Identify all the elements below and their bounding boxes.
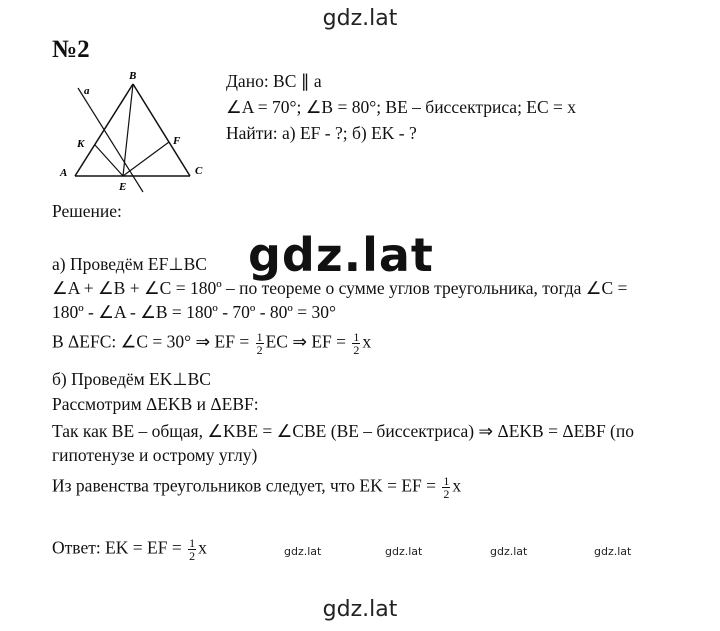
watermark-middle: gdz.lat (248, 228, 434, 282)
given-line-2: ∠A = 70°; ∠B = 80°; BE – биссектриса; EC = x (226, 97, 577, 117)
part-b-line-4-prefix: Из равенства треугольников следует, что EK = EF = (52, 475, 441, 496)
part-a-line-1: ∠A + ∠B + ∠C = 180º – по теореме о сумме углов треугольника, тогда ∠C = (52, 278, 628, 298)
label-c: C (195, 165, 203, 177)
label-b: B (129, 70, 137, 82)
watermark-small: gdz.lat (385, 545, 423, 558)
fraction-half (442, 475, 450, 500)
watermark-bottom: gdz.lat (322, 597, 398, 622)
watermark-small: gdz.lat (490, 545, 528, 558)
label-a: a (84, 85, 90, 97)
fraction-denominator: 2 (189, 549, 196, 563)
segment-ek (95, 145, 123, 176)
watermark-small: gdz.lat (284, 545, 322, 558)
label-f: F (173, 135, 181, 147)
fraction-half (256, 331, 264, 356)
given-line-1: Дано: BC ∥ a (226, 71, 322, 91)
answer-prefix: Ответ: EK = EF = (52, 537, 187, 558)
fraction-denominator: 2 (443, 487, 450, 501)
fraction-numerator: 1 (353, 330, 360, 344)
answer-line (52, 537, 207, 562)
part-b-line-4 (52, 475, 461, 500)
label-k: K (77, 138, 85, 150)
part-a-line-2: 180º - ∠A - ∠B = 180º - 70º - 80º = 30° (52, 302, 336, 322)
part-b-title: б) Проведём EK⊥BC (52, 369, 211, 389)
given-line-3: Найти: а) EF - ?; б) EK - ? (226, 123, 417, 143)
problem-number: №2 (52, 36, 90, 63)
part-b-line-4-suffix: x (452, 475, 462, 496)
fraction-numerator: 1 (189, 536, 196, 550)
fraction-numerator: 1 (443, 474, 450, 488)
watermark-small: gdz.lat (594, 545, 632, 558)
fraction-denominator: 2 (353, 343, 360, 357)
label-a-vertex: A (60, 167, 68, 179)
part-b-line-3: гипотенузе и острому углу) (52, 445, 258, 465)
part-a-line-3-middle: EC ⇒ EF = (265, 331, 351, 352)
part-a-line-3 (52, 331, 371, 356)
fraction-half (188, 537, 196, 562)
part-a-line-3-prefix: В ΔEFC: ∠C = 30° ⇒ EF = (52, 331, 254, 352)
part-a-line-3-suffix: x (362, 331, 372, 352)
watermark-top: gdz.lat (322, 6, 398, 31)
part-b-line-1: Рассмотрим ΔEKB и ΔEBF: (52, 394, 259, 414)
solution-heading: Решение: (52, 201, 122, 221)
label-e: E (119, 181, 127, 193)
part-a-title: а) Проведём EF⊥BC (52, 254, 207, 274)
fraction-half (352, 331, 360, 356)
triangle-figure (55, 68, 215, 198)
answer-suffix: x (198, 537, 207, 558)
fraction-numerator: 1 (256, 330, 263, 344)
fraction-denominator: 2 (256, 343, 263, 357)
part-b-line-2: Так как BE – общая, ∠KBE = ∠CBE (BE – биссектриса) ⇒ ΔEKB = ΔEBF (по (52, 421, 634, 441)
